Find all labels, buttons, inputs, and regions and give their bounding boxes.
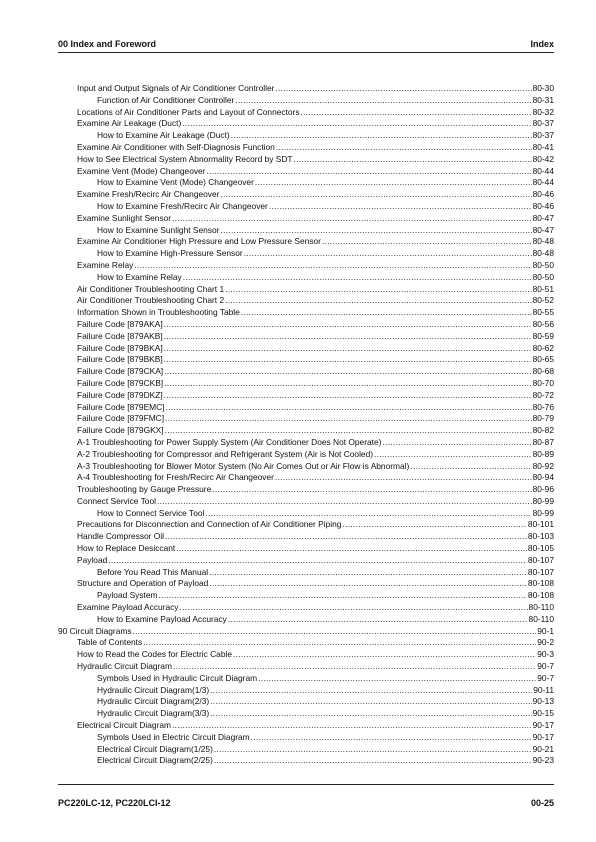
toc-leader-dots xyxy=(210,685,532,697)
toc-entry-page: 90-3 xyxy=(537,649,554,660)
toc-leader-dots xyxy=(164,319,532,331)
toc-entry-title: A-4 Troubleshooting for Fresh/Recirc Air Changeover xyxy=(77,472,274,483)
toc-entry[interactable] xyxy=(58,472,554,484)
toc-entry-page: 80-72 xyxy=(532,389,554,400)
toc-leader-dots xyxy=(157,496,532,508)
toc-entry-page: 80-82 xyxy=(532,425,554,436)
toc-entry-title: Connect Service Tool xyxy=(77,495,156,506)
toc-entry-title: Electrical Circuit Diagram xyxy=(77,720,172,731)
toc-entry[interactable] xyxy=(58,213,554,225)
toc-entry[interactable] xyxy=(58,685,554,697)
toc-entry-page: 80-99 xyxy=(532,507,554,518)
toc-leader-dots xyxy=(134,260,531,272)
toc-leader-dots xyxy=(382,437,531,449)
toc-entry[interactable] xyxy=(58,343,554,355)
toc-entry[interactable] xyxy=(58,366,554,378)
toc-leader-dots xyxy=(164,366,531,378)
toc-leader-dots xyxy=(269,201,532,213)
toc-leader-dots xyxy=(255,177,532,189)
toc-entry-page: 80-52 xyxy=(532,295,554,306)
toc-entry-page: 80-101 xyxy=(527,519,554,530)
toc-entry-page: 90-11 xyxy=(533,684,554,695)
section-title: 00 Index and Foreword xyxy=(58,39,157,49)
toc-entry-title: Table of Contents xyxy=(77,637,143,648)
toc-entry-page: 80-37 xyxy=(532,130,554,141)
toc-leader-dots xyxy=(209,567,527,579)
toc-entry-title: Failure Code [879BKB] xyxy=(77,354,163,365)
toc-leader-dots xyxy=(276,142,532,154)
toc-entry[interactable] xyxy=(58,720,554,732)
toc-entry[interactable] xyxy=(58,437,554,449)
toc-entry-title: Input and Output Signals of Air Conditioner Controller xyxy=(77,83,275,93)
toc-entry-title: Electrical Circuit Diagram(1/25) xyxy=(97,743,213,754)
page-header xyxy=(58,37,554,51)
toc-entry[interactable] xyxy=(58,425,554,437)
toc-entry-title: Examine Air Conditioner with Self-Diagnosis Function xyxy=(77,141,275,152)
toc-entry-title: Electrical Circuit Diagram(2/25) xyxy=(97,755,213,766)
toc-leader-dots xyxy=(172,720,532,732)
toc-leader-dots xyxy=(179,602,527,614)
toc-entry[interactable] xyxy=(58,331,554,343)
toc-leader-dots xyxy=(374,449,532,461)
toc-entry-title: Handle Compressor Oil xyxy=(77,531,165,542)
toc-leader-dots xyxy=(235,95,531,107)
toc-entry-title: A-1 Troubleshooting for Power Supply System (Air Conditioner Does Not Operate) xyxy=(77,436,382,447)
toc-entry-title: Payload xyxy=(77,554,108,565)
toc-leader-dots xyxy=(294,154,532,166)
toc-leader-dots xyxy=(159,590,527,602)
page-number: 00-25 xyxy=(530,798,554,808)
toc-entry[interactable] xyxy=(58,248,554,260)
toc-leader-dots xyxy=(164,378,531,390)
toc-leader-dots xyxy=(322,236,532,248)
page-footer xyxy=(58,796,554,810)
toc-entry[interactable] xyxy=(58,508,554,520)
toc-entry-page: 80-50 xyxy=(532,259,554,270)
toc-leader-dots xyxy=(133,626,537,638)
toc-entry-page: 90-2 xyxy=(537,637,554,648)
toc-leader-dots xyxy=(164,390,532,402)
toc-entry[interactable] xyxy=(58,531,554,543)
toc-leader-dots xyxy=(210,696,531,708)
toc-leader-dots xyxy=(176,543,527,555)
toc-entry-page: 80-46 xyxy=(532,189,554,200)
toc-entry-title: Hydraulic Circuit Diagram(3/3) xyxy=(97,708,210,719)
toc-entry-title: Failure Code [879DKZ] xyxy=(77,389,163,400)
toc-entry-title: Examine Payload Accuracy xyxy=(77,602,179,613)
toc-leader-dots xyxy=(164,343,532,355)
toc-entry-page: 80-68 xyxy=(532,366,554,377)
toc-entry[interactable] xyxy=(58,225,554,237)
toc-leader-dots xyxy=(228,614,528,626)
toc-entry-title: Air Conditioner Troubleshooting Chart 1 xyxy=(77,283,225,294)
toc-entry-title: Payload System xyxy=(97,590,158,601)
toc-leader-dots xyxy=(209,578,527,590)
toc-entry-title: Examine Relay xyxy=(77,259,134,270)
toc-entry[interactable] xyxy=(58,649,554,661)
header-index-label: Index xyxy=(530,39,554,49)
toc-entry[interactable] xyxy=(58,307,554,319)
toc-entry-title: Examine Sunlight Sensor xyxy=(77,212,172,223)
toc-entry-title: Failure Code [879CKB] xyxy=(77,377,164,388)
toc-entry-title: Failure Code [879EMC] xyxy=(77,401,165,412)
toc-leader-dots xyxy=(275,472,532,484)
toc-entry[interactable] xyxy=(58,555,554,567)
toc-entry[interactable] xyxy=(58,673,554,685)
toc-entry-title: How to See Electrical System Abnormality Record by SDT xyxy=(77,153,293,164)
toc-entry[interactable] xyxy=(58,413,554,425)
toc-entry-page: 80-107 xyxy=(527,566,554,577)
toc-entry-title: Function of Air Conditioner Controller xyxy=(97,94,235,105)
toc-entry-page: 80-32 xyxy=(532,106,554,117)
toc-entry-page: 80-110 xyxy=(528,602,554,613)
toc-leader-dots xyxy=(164,331,532,343)
toc-leader-dots xyxy=(251,732,532,744)
toc-leader-dots xyxy=(225,295,531,307)
toc-entry-page: 80-107 xyxy=(527,554,554,565)
toc-entry-page: 80-59 xyxy=(532,330,554,341)
toc-entry[interactable] xyxy=(58,637,554,649)
toc-leader-dots xyxy=(233,649,536,661)
toc-leader-dots xyxy=(143,637,536,649)
toc-entry-page: 80-50 xyxy=(532,271,554,282)
toc-leader-dots xyxy=(214,755,532,767)
toc-entry[interactable] xyxy=(58,295,554,307)
toc-entry-page: 80-89 xyxy=(532,448,554,459)
toc-entry-page: 80-37 xyxy=(532,118,554,129)
toc-entry[interactable] xyxy=(58,130,554,142)
toc-entry-title: How to Examine Fresh/Recirc Air Changeover xyxy=(97,200,268,211)
toc-entry[interactable] xyxy=(58,83,554,95)
toc-leader-dots xyxy=(165,425,532,437)
toc-entry-title: Information Shown in Troubleshooting Table xyxy=(77,307,240,318)
toc-leader-dots xyxy=(205,508,531,520)
toc-leader-dots xyxy=(220,189,531,201)
header-rule xyxy=(58,52,554,53)
toc-entry-title: How to Replace Desiccant xyxy=(77,543,176,554)
toc-leader-dots xyxy=(342,519,526,531)
toc-leader-dots xyxy=(275,83,531,95)
toc-entry-page: 90-17 xyxy=(532,731,554,742)
toc-entry[interactable] xyxy=(58,519,554,531)
toc-entry-title: Examine Air Conditioner High Pressure and Low Pressure Sensor xyxy=(77,236,321,247)
toc-entry[interactable] xyxy=(58,626,554,638)
toc-leader-dots xyxy=(210,708,531,720)
toc-entry-title: How to Examine Air Leakage (Duct) xyxy=(97,130,230,141)
toc-entry-title: Failure Code [879AKB] xyxy=(77,330,163,341)
toc-entry-title: Failure Code [879BKA] xyxy=(77,342,163,353)
toc-entry-page: 80-51 xyxy=(532,283,554,294)
toc-entry-page: 80-44 xyxy=(532,177,554,188)
toc-entry-title: Hydraulic Circuit Diagram(1/3) xyxy=(97,684,210,695)
toc-entry-title: How to Examine Vent (Mode) Changeover xyxy=(97,177,254,188)
toc-leader-dots xyxy=(220,225,531,237)
toc-entry-page: 80-76 xyxy=(532,401,554,412)
toc-entry[interactable] xyxy=(58,567,554,579)
toc-leader-dots xyxy=(182,118,531,130)
toc-leader-dots xyxy=(410,461,531,473)
toc-entry[interactable] xyxy=(58,154,554,166)
toc-leader-dots xyxy=(183,272,532,284)
toc-leader-dots xyxy=(241,307,532,319)
toc-entry-title: Air Conditioner Troubleshooting Chart 2 xyxy=(77,295,225,306)
toc-entry[interactable] xyxy=(58,378,554,390)
toc-entry-page: 80-96 xyxy=(532,484,554,495)
toc-entry-page: 80-30 xyxy=(532,83,554,93)
toc-entry-page: 80-103 xyxy=(527,531,554,542)
toc-entry-title: A-3 Troubleshooting for Blower Motor System (No Air Comes Out or Air Flow is Abnormal) xyxy=(77,460,410,471)
footer-rule xyxy=(58,784,554,785)
toc-entry[interactable] xyxy=(58,166,554,178)
toc-entry[interactable] xyxy=(58,661,554,673)
toc-entry-page: 90-15 xyxy=(532,708,554,719)
toc-entry[interactable] xyxy=(58,543,554,555)
toc-entry[interactable] xyxy=(58,708,554,720)
toc-entry-page: 80-44 xyxy=(532,165,554,176)
toc-entry-page: 80-41 xyxy=(532,141,554,152)
toc-entry[interactable] xyxy=(58,449,554,461)
toc-entry-page: 80-55 xyxy=(532,307,554,318)
toc-leader-dots xyxy=(172,213,532,225)
toc-entry-page: 80-31 xyxy=(532,94,554,105)
toc-entry-page: 90-23 xyxy=(532,755,554,766)
toc-entry-page: 80-65 xyxy=(532,354,554,365)
toc-entry-title: How to Examine Payload Accuracy xyxy=(97,613,227,624)
toc-leader-dots xyxy=(165,413,532,425)
toc-entry-page: 80-48 xyxy=(532,236,554,247)
toc-entry-title: Hydraulic Circuit Diagram(2/3) xyxy=(97,696,210,707)
toc-entry-title: Examine Air Leakage (Duct) xyxy=(77,118,182,129)
toc-entry-page: 90-17 xyxy=(532,720,554,731)
toc-entry-title: Locations of Air Conditioner Parts and Layout of Connectors xyxy=(77,106,300,117)
toc-entry-page: 80-108 xyxy=(527,578,554,589)
toc-entry-title: Examine Fresh/Recirc Air Changeover xyxy=(77,189,220,200)
toc-entry[interactable] xyxy=(58,614,554,626)
toc-entry-page: 80-92 xyxy=(532,460,554,471)
toc-leader-dots xyxy=(108,555,527,567)
toc-entry-page: 80-47 xyxy=(532,212,554,223)
toc-entry[interactable] xyxy=(58,402,554,414)
toc-entry[interactable] xyxy=(58,578,554,590)
toc-entry-title: How to Examine Relay xyxy=(97,271,182,282)
toc-entry-page: 80-62 xyxy=(532,342,554,353)
toc-entry-title: How to Read the Codes for Electric Cable xyxy=(77,649,233,660)
toc-leader-dots xyxy=(301,107,532,119)
toc-entry-page: 80-48 xyxy=(532,248,554,259)
toc-entry-title: Structure and Operation of Payload xyxy=(77,578,209,589)
toc-entry[interactable] xyxy=(58,189,554,201)
toc-entry[interactable] xyxy=(58,260,554,272)
toc-entry-page: 80-42 xyxy=(532,153,554,164)
toc-entry[interactable] xyxy=(58,236,554,248)
toc-entry-title: Hydraulic Circuit Diagram xyxy=(77,661,172,672)
toc-entry-title: Precautions for Disconnection and Connection of Air Conditioner Piping xyxy=(77,519,342,530)
toc-entry-page: 80-79 xyxy=(532,413,554,424)
toc-entry[interactable] xyxy=(58,484,554,496)
toc-entry[interactable] xyxy=(58,272,554,284)
toc-entry-title: How to Connect Service Tool xyxy=(97,507,205,518)
toc-leader-dots xyxy=(165,531,527,543)
toc-leader-dots xyxy=(173,661,536,673)
toc-entry[interactable] xyxy=(58,142,554,154)
toc-entry[interactable] xyxy=(58,732,554,744)
toc-entry-page: 80-56 xyxy=(532,318,554,329)
toc-entry[interactable] xyxy=(58,602,554,614)
toc-leader-dots xyxy=(231,130,532,142)
toc-entry[interactable] xyxy=(58,755,554,767)
toc-entry[interactable] xyxy=(58,390,554,402)
toc-leader-dots xyxy=(212,484,531,496)
toc-entry-page: 80-87 xyxy=(532,436,554,447)
toc-leader-dots xyxy=(166,402,532,414)
toc-entry-title: Symbols Used in Hydraulic Circuit Diagram xyxy=(97,672,258,683)
model-name: PC220LC-12, PC220LCI-12 xyxy=(58,798,171,808)
toc-entry-page: 90-21 xyxy=(532,743,554,754)
toc-entry-title: 90 Circuit Diagrams xyxy=(58,625,132,636)
toc-leader-dots xyxy=(225,284,531,296)
toc-entry[interactable] xyxy=(58,319,554,331)
toc-entry-page: 80-99 xyxy=(532,495,554,506)
toc-entry[interactable] xyxy=(58,107,554,119)
toc-entry-title: Examine Vent (Mode) Changeover xyxy=(77,165,206,176)
toc-leader-dots xyxy=(164,354,532,366)
toc-entry[interactable] xyxy=(58,177,554,189)
toc-entry-title: How to Examine High-Pressure Sensor xyxy=(97,248,243,259)
toc-entry-title: Symbols Used in Electric Circuit Diagram xyxy=(97,731,250,742)
toc-entry[interactable] xyxy=(58,696,554,708)
toc-entry-page: 90-1 xyxy=(537,625,554,636)
toc-entry[interactable] xyxy=(58,744,554,756)
toc-entry[interactable] xyxy=(58,496,554,508)
toc-entry-page: 80-46 xyxy=(532,200,554,211)
toc-leader-dots xyxy=(244,248,532,260)
toc-entry-title: Failure Code [879CKA] xyxy=(77,366,164,377)
toc-entry-page: 80-94 xyxy=(532,472,554,483)
toc-entry-page: 90-7 xyxy=(537,661,554,672)
toc-entry-title: A-2 Troubleshooting for Compressor and Refrigerant System (Air is Not Cooled) xyxy=(77,448,374,459)
toc-entry[interactable] xyxy=(58,354,554,366)
toc-entry-page: 80-70 xyxy=(532,377,554,388)
toc-entry-title: How to Examine Sunlight Sensor xyxy=(97,224,220,235)
toc-entry-page: 80-110 xyxy=(528,613,554,624)
toc-entry-page: 80-105 xyxy=(527,543,554,554)
toc-entry[interactable] xyxy=(58,118,554,130)
toc-entry-title: Before You Read This Manual xyxy=(97,566,209,577)
toc-leader-dots xyxy=(214,744,532,756)
toc-entry[interactable] xyxy=(58,284,554,296)
toc-entry-page: 80-108 xyxy=(527,590,554,601)
toc-entry[interactable] xyxy=(58,201,554,213)
toc-leader-dots xyxy=(258,673,536,685)
toc-leader-dots xyxy=(207,166,532,178)
toc-entry[interactable] xyxy=(58,590,554,602)
table-of-contents xyxy=(58,83,554,767)
toc-entry-title: Failure Code [879FMC] xyxy=(77,413,165,424)
toc-entry-title: Failure Code [879GKX] xyxy=(77,425,164,436)
toc-entry-page: 80-47 xyxy=(532,224,554,235)
toc-entry[interactable] xyxy=(58,95,554,107)
toc-entry-title: Failure Code [879AKA] xyxy=(77,318,163,329)
toc-entry-page: 90-13 xyxy=(532,696,554,707)
toc-entry[interactable] xyxy=(58,461,554,473)
toc-entry-title: Troubleshooting by Gauge Pressure xyxy=(77,484,212,495)
toc-entry-page: 90-7 xyxy=(537,672,554,683)
